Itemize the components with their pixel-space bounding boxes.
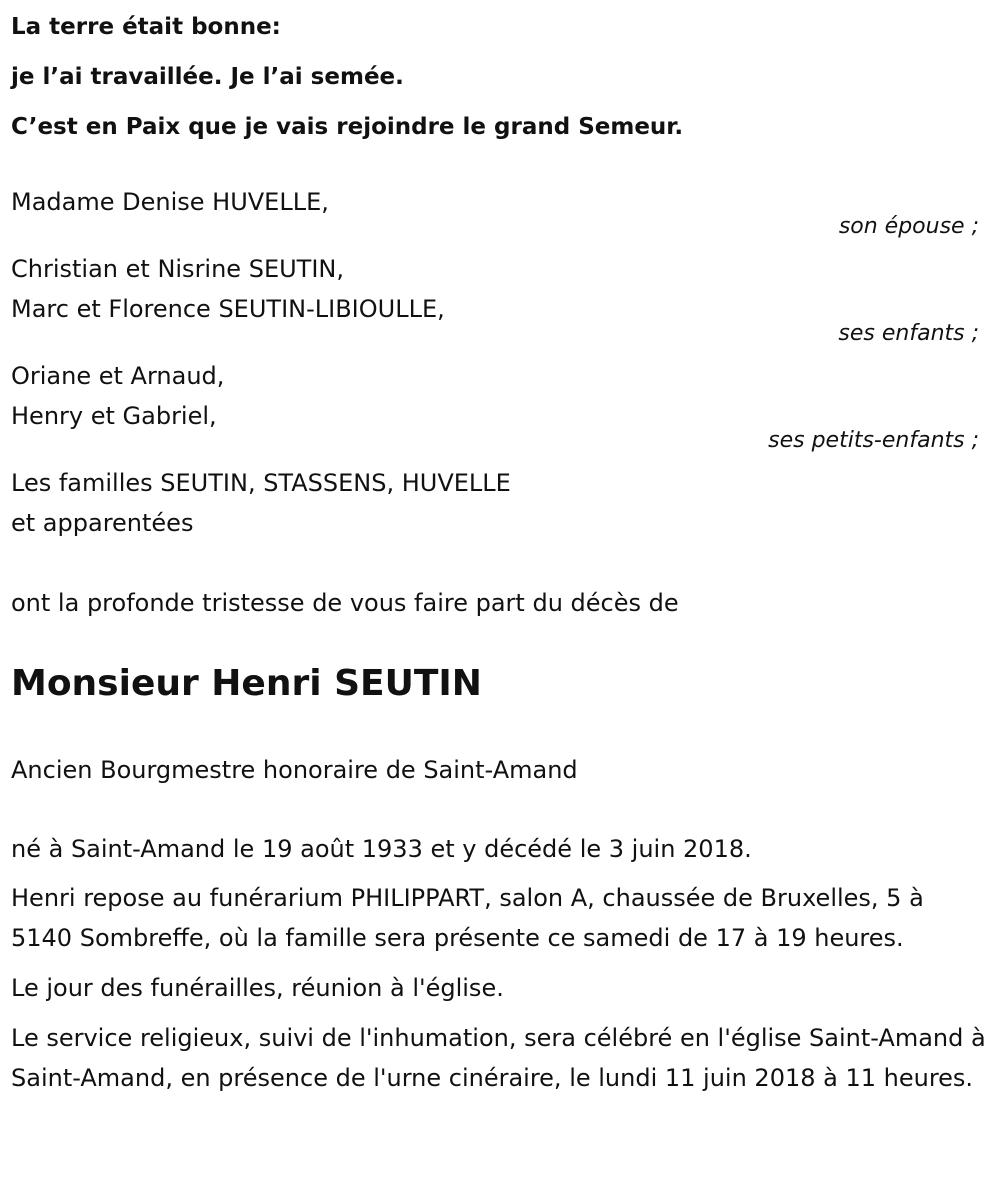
families-block: [11, 463, 989, 543]
funerarium-details: Henri repose au funérarium PHILIPPART, salon A, chaussée de Bruxelles, 5 à 5140 Sombreffe, où la famille sera présente ce samedi de 17 à 19 heures.: [11, 884, 924, 952]
service-details: Le service religieux, suivi de l'inhumation, sera célébré en l'église Saint-Amand à Saint-Amand, en présence de l'urne cinéraire, le lundi 11 juin 2018 à 11 heures.: [11, 1024, 986, 1092]
verse-line-1: La terre était bonne:: [11, 14, 281, 40]
children-block: [11, 249, 989, 345]
announcement-text: ont la profonde tristesse de vous faire part du décès de: [11, 589, 679, 617]
grandchild-line-1: Oriane et Arnaud,: [11, 362, 225, 390]
families-line-1: Les familles SEUTIN, STASSENS, HUVELLE: [11, 469, 511, 497]
families-line-2: et apparentées: [11, 509, 194, 537]
spouse-name: Madame Denise HUVELLE,: [11, 188, 329, 216]
verse-line-3: C’est en Paix que je vais rejoindre le grand Semeur.: [11, 114, 684, 140]
deceased-title: Ancien Bourgmestre honoraire de Saint-Amand: [11, 756, 578, 784]
deceased-name: Monsieur Henri SEUTIN: [11, 663, 482, 704]
grandchildren-block: [11, 356, 989, 452]
spouse-role: son épouse ;: [838, 214, 979, 239]
grandchild-line-2: Henry et Gabriel,: [11, 402, 217, 430]
opening-verse: [11, 2, 989, 152]
child-line-2: Marc et Florence SEUTIN-LIBIOULLE,: [11, 295, 445, 323]
gathering-details: Le jour des funérailles, réunion à l'église.: [11, 974, 504, 1002]
grandchildren-role: ses petits-enfants ;: [768, 428, 979, 453]
spouse-block: [11, 182, 989, 238]
child-line-1: Christian et Nisrine SEUTIN,: [11, 255, 344, 283]
verse-line-2: je l’ai travaillée. Je l’ai semée.: [11, 64, 404, 90]
birth-death-text: né à Saint-Amand le 19 août 1933 et y décédé le 3 juin 2018.: [11, 835, 752, 863]
obituary-page: [0, 2, 1000, 1187]
children-role: ses enfants ;: [838, 321, 979, 346]
